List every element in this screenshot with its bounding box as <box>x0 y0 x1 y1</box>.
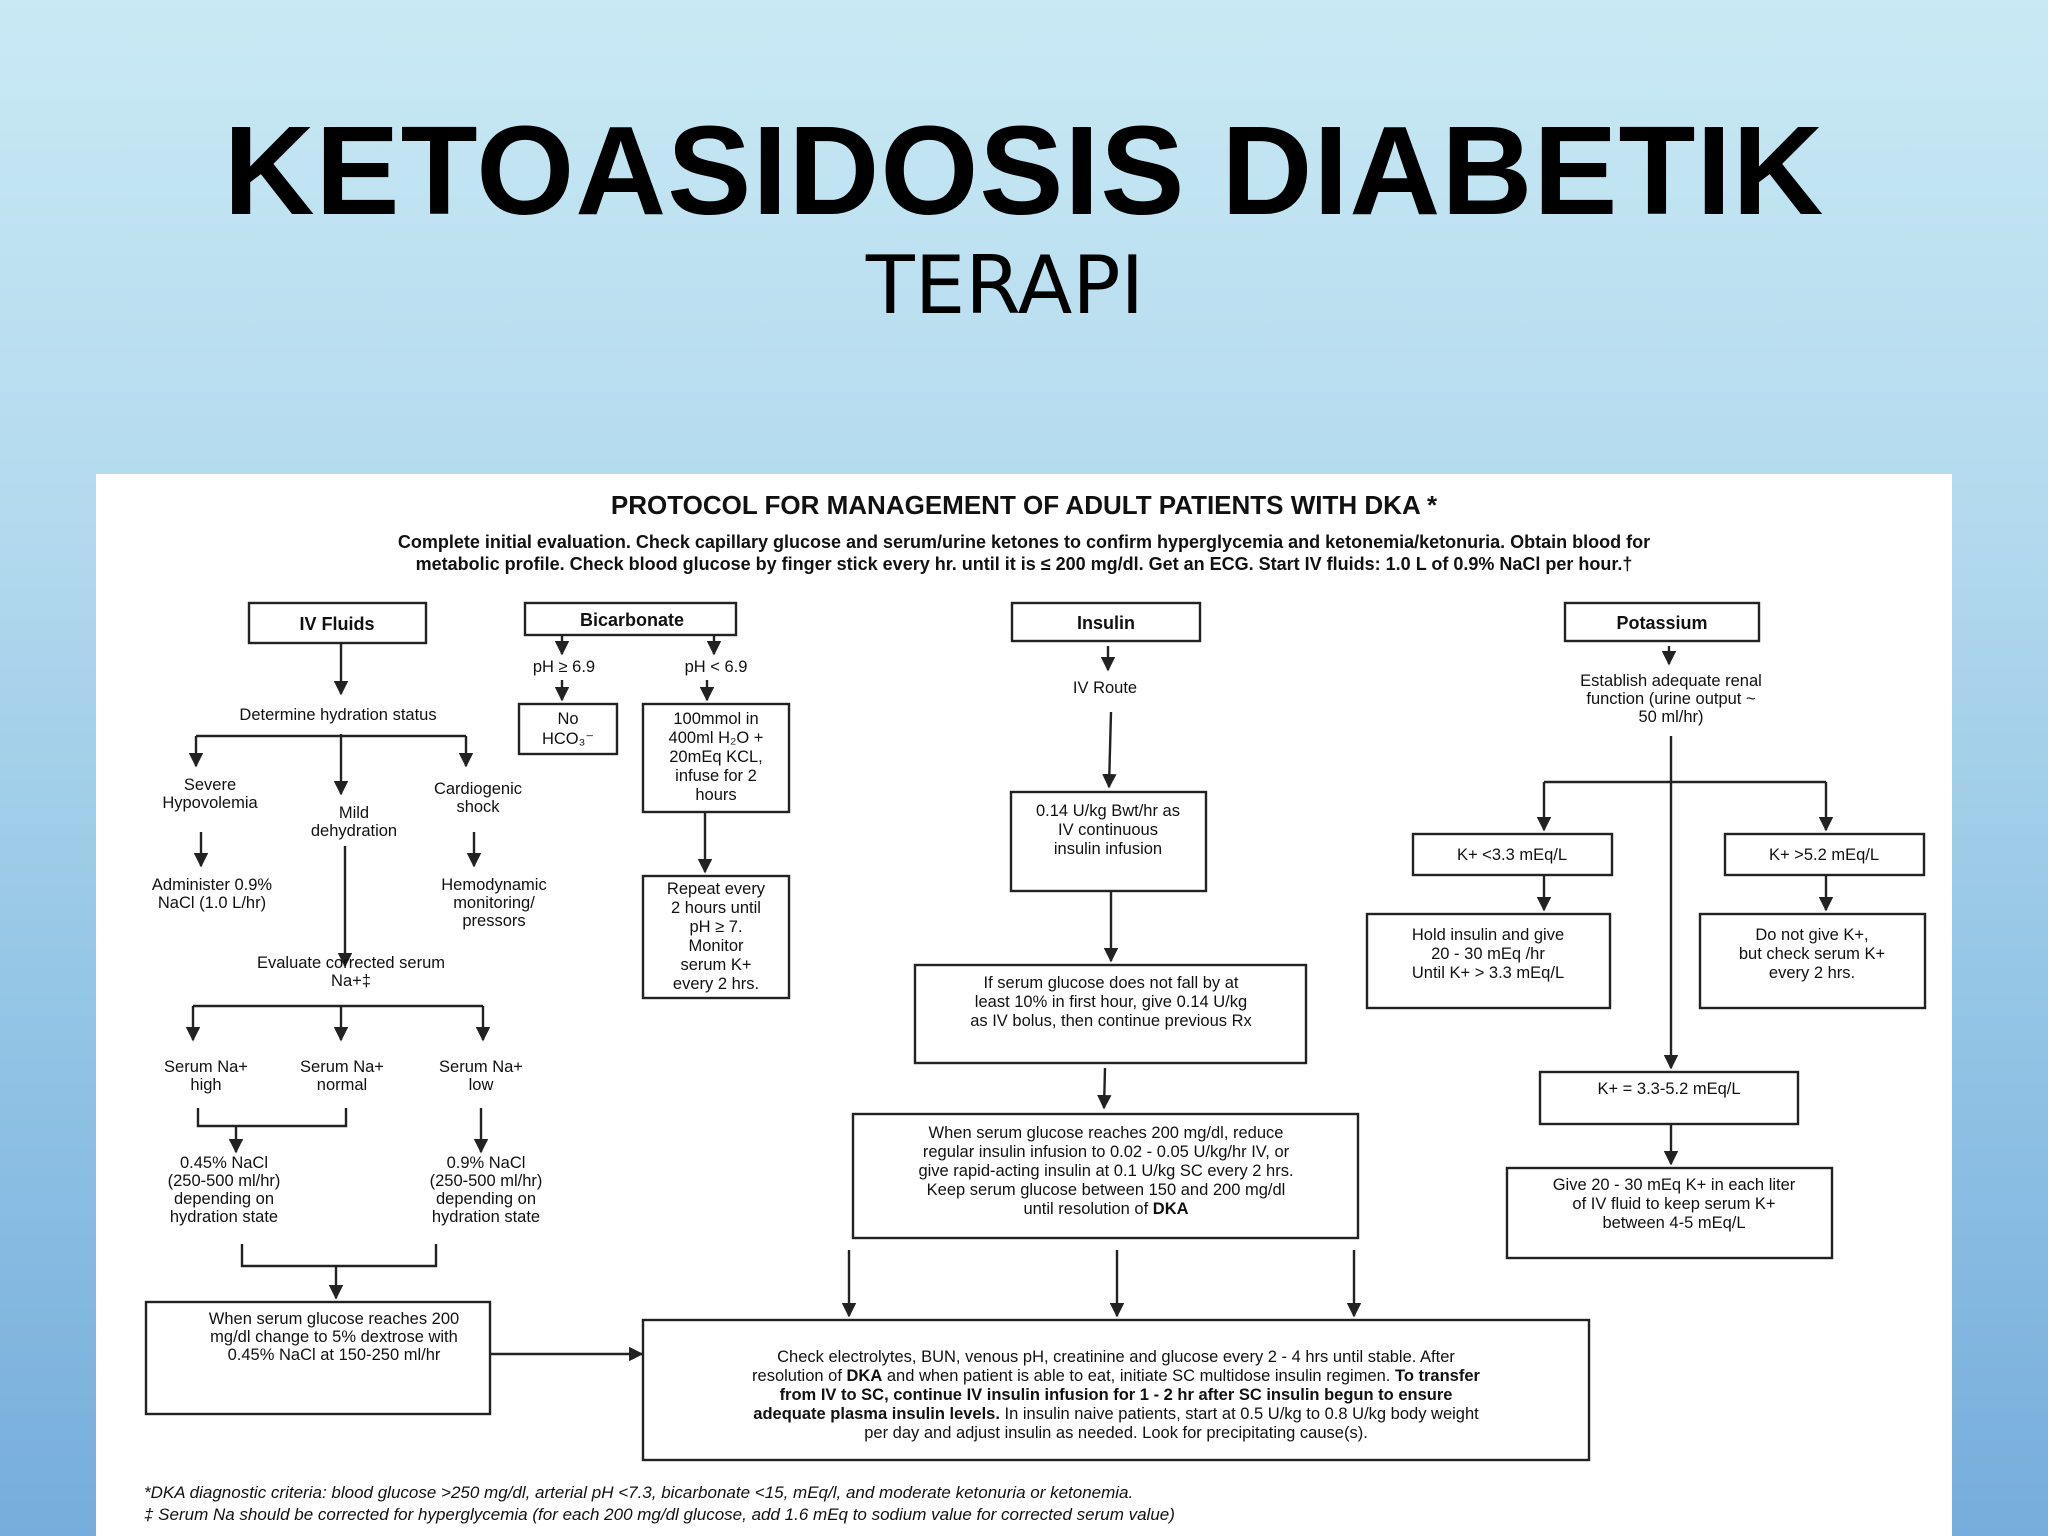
hold-insulin-label-1: Hold insulin and give <box>1411 926 1565 944</box>
half-saline-label-2: (250-500 ml/hr) <box>167 1172 281 1190</box>
give-potassium-label-2: of IV fluid to keep serum K+ <box>1572 1195 1776 1213</box>
hemodynamic-label-3: pressors <box>462 912 526 930</box>
hemodynamic-label-1: Hemodynamic <box>441 876 547 894</box>
serum-na-normal-label-2: normal <box>316 1076 368 1094</box>
potassium-header: Potassium <box>1616 613 1708 633</box>
slide-title: KETOASIDOSIS DIABETIK <box>223 100 1825 241</box>
footnote-diagnostic-criteria: *DKA diagnostic criteria: blood glucose >250 mg/dl, arterial pH <7.3, bicarbonate <15, mEq/l, and moderate ketonuria or ketonemia. <box>144 1483 1134 1502</box>
no-bicarbonate-label-1: No <box>557 710 579 728</box>
half-saline-label-1: 0.45% NaCl <box>179 1154 269 1172</box>
no-potassium-label-2: but check serum K+ <box>1738 945 1886 963</box>
connector <box>198 1108 346 1126</box>
insulin-header: Insulin <box>1077 613 1135 633</box>
cardiogenic-shock-label-1: Cardiogenic <box>433 780 523 798</box>
footnote-sodium-correction: ‡ Serum Na should be corrected for hyperglycemia (for each 200 mg/dl glucose, add 1.6 mEq to sodium value for corrected serum value) <box>144 1505 1175 1524</box>
no-potassium-label-1: Do not give K+, <box>1755 926 1869 944</box>
bicarbonate-dose-label-1: 100mmol in <box>673 710 759 728</box>
insulin-infusion-label-2: IV continuous <box>1058 821 1158 839</box>
serum-na-normal-label-1: Serum Na+ <box>300 1058 384 1076</box>
repeat-bicarbonate-label-6: every 2 hrs. <box>672 975 760 993</box>
monitoring-label-2: resolution of DKA and when patient is able to eat, initiate SC multidose insulin regimen. To transfer <box>752 1367 1480 1385</box>
administer-saline-label-2: NaCl (1.0 L/hr) <box>157 894 267 912</box>
normal-saline-label-3: depending on <box>435 1190 537 1208</box>
potassium-column <box>1367 603 1925 1258</box>
potassium-low-label: K+ <3.3 mEq/L <box>1456 846 1568 864</box>
hemodynamic-label-2: monitoring/ <box>453 894 535 912</box>
repeat-bicarbonate-label-1: Repeat every <box>666 880 766 898</box>
renal-function-label-3: 50 ml/hr) <box>1638 708 1704 726</box>
renal-function-label-1: Establish adequate renal <box>1580 672 1762 690</box>
repeat-bicarbonate-label-4: Monitor <box>688 937 744 955</box>
insulin-column <box>849 603 1358 1316</box>
insulin-infusion-label-3: insulin infusion <box>1053 840 1163 858</box>
bicarbonate-dose-label-3: 20mEq KCL, <box>669 748 763 766</box>
repeat-bicarbonate-label-3: pH ≥ 7. <box>689 918 743 936</box>
potassium-normal-label: K+ = 3.3-5.2 mEq/L <box>1597 1080 1741 1098</box>
administer-saline-label-1: Administer 0.9% <box>151 876 273 894</box>
serum-na-low-label-1: Serum Na+ <box>439 1058 523 1076</box>
normal-saline-label-2: (250-500 ml/hr) <box>429 1172 543 1190</box>
serum-na-low-label-2: low <box>468 1076 494 1094</box>
repeat-bicarbonate-label-5: serum K+ <box>680 956 752 974</box>
cardiogenic-shock-label-2: shock <box>456 798 500 816</box>
dka-protocol-flowchart <box>96 474 1952 1536</box>
give-potassium-label-3: between 4-5 mEq/L <box>1602 1214 1746 1232</box>
serum-na-high-label-1: Serum Na+ <box>164 1058 248 1076</box>
half-saline-label-4: hydration state <box>169 1208 279 1226</box>
dextrose-switch-label-3: 0.45% NaCl at 150-250 ml/hr <box>227 1346 441 1364</box>
hold-insulin-label-3: Until K+ > 3.3 mEq/L <box>1411 964 1565 982</box>
insulin-bolus-label-3: as IV bolus, then continue previous Rx <box>970 1012 1252 1030</box>
give-potassium-label-1: Give 20 - 30 mEq K+ in each liter <box>1552 1176 1796 1194</box>
insulin-reduce-label-2: regular insulin infusion to 0.02 - 0.05 U/kg/hr IV, or <box>922 1143 1290 1161</box>
normal-saline-label-4: hydration state <box>431 1208 541 1226</box>
arrow <box>1109 712 1111 787</box>
protocol-heading: PROTOCOL FOR MANAGEMENT OF ADULT PATIENTS WITH DKA * <box>610 490 1438 520</box>
insulin-infusion-label-1: 0.14 U/kg Bwt/hr as <box>1036 802 1180 820</box>
normal-saline-label-1: 0.9% NaCl <box>446 1154 526 1172</box>
monitoring-label-3: from IV to SC, continue IV insulin infusion for 1 - 2 hr after SC insulin begun to ensure <box>779 1386 1453 1404</box>
potassium-high-label: K+ >5.2 mEq/L <box>1768 846 1880 864</box>
monitoring-label-1: Check electrolytes, BUN, venous pH, creatinine and glucose every 2 - 4 hrs until stable. After <box>777 1348 1455 1366</box>
iv-route-label: IV Route <box>1072 679 1138 697</box>
insulin-bolus-label-1: If serum glucose does not fall by at <box>983 974 1239 992</box>
half-saline-label-3: depending on <box>173 1190 275 1208</box>
insulin-bolus-label-2: least 10% in first hour, give 0.14 U/kg <box>974 993 1248 1011</box>
determine-hydration-label: Determine hydration status <box>239 706 437 724</box>
iv-fluids-header: IV Fluids <box>299 614 375 634</box>
slide-subtitle: TERAPI <box>865 239 1145 332</box>
repeat-bicarbonate-label-2: 2 hours until <box>671 899 761 917</box>
monitoring-label-4: adequate plasma insulin levels. In insulin naive patients, start at 0.5 U/kg to 0.8 U/kg body weight <box>753 1405 1479 1423</box>
bicarbonate-column <box>519 603 789 998</box>
flowchart-canvas <box>96 474 1952 1536</box>
protocol-intro-line-1: Complete initial evaluation. Check capillary glucose and serum/urine ketones to confirm hyperglycemia and ketonemia/ketonuria. Obtain blood for <box>397 532 1651 552</box>
severe-hypovolemia-label-1: Severe <box>183 776 237 794</box>
insulin-reduce-label-3: give rapid-acting insulin at 0.1 U/kg SC every 2 hrs. <box>918 1162 1294 1180</box>
severe-hypovolemia-label-2: Hypovolemia <box>162 794 258 812</box>
ph-below-threshold-label: pH < 6.9 <box>684 658 748 676</box>
evaluate-sodium-label-1: Evaluate corrected serum <box>256 954 446 972</box>
connector <box>242 1244 436 1266</box>
bicarbonate-dose-label-5: hours <box>695 786 737 804</box>
no-bicarbonate-label-2: HCO₃⁻ <box>541 730 595 748</box>
ph-above-threshold-label: pH ≥ 6.9 <box>532 658 596 676</box>
final-monitoring-step <box>643 1320 1589 1460</box>
no-potassium-label-3: every 2 hrs. <box>1768 964 1856 982</box>
bicarbonate-dose-label-4: infuse for 2 <box>675 767 757 785</box>
monitoring-label-5: per day and adjust insulin as needed. Look for precipitating cause(s). <box>864 1424 1368 1442</box>
bicarbonate-header: Bicarbonate <box>579 610 685 630</box>
bicarbonate-dose-label-2: 400ml H₂O + <box>668 729 764 747</box>
hold-insulin-label-2: 20 - 30 mEq /hr <box>1431 945 1545 963</box>
insulin-reduce-label-1: When serum glucose reaches 200 mg/dl, reduce <box>928 1124 1284 1142</box>
insulin-reduce-label-5: until resolution of DKA <box>1023 1200 1189 1218</box>
mild-dehydration-label-1: Mild <box>338 804 370 822</box>
dextrose-switch-label-1: When serum glucose reaches 200 <box>208 1310 460 1328</box>
mild-dehydration-label-2: dehydration <box>310 822 398 840</box>
renal-function-label-2: function (urine output ~ <box>1586 690 1756 708</box>
protocol-intro-line-2: metabolic profile. Check blood glucose by finger stick every hr. until it is ≤ 200 mg/dl. Get an ECG. Start IV fluids: 1.0 L of 0.9% NaCl per hour.† <box>415 554 1633 574</box>
evaluate-sodium-label-2: Na+‡ <box>331 972 371 990</box>
serum-na-high-label-2: high <box>190 1076 222 1094</box>
dextrose-switch-label-2: mg/dl change to 5% dextrose with <box>210 1328 458 1346</box>
insulin-reduce-label-4: Keep serum glucose between 150 and 200 mg/dl <box>926 1181 1286 1199</box>
arrow <box>1104 1068 1105 1108</box>
